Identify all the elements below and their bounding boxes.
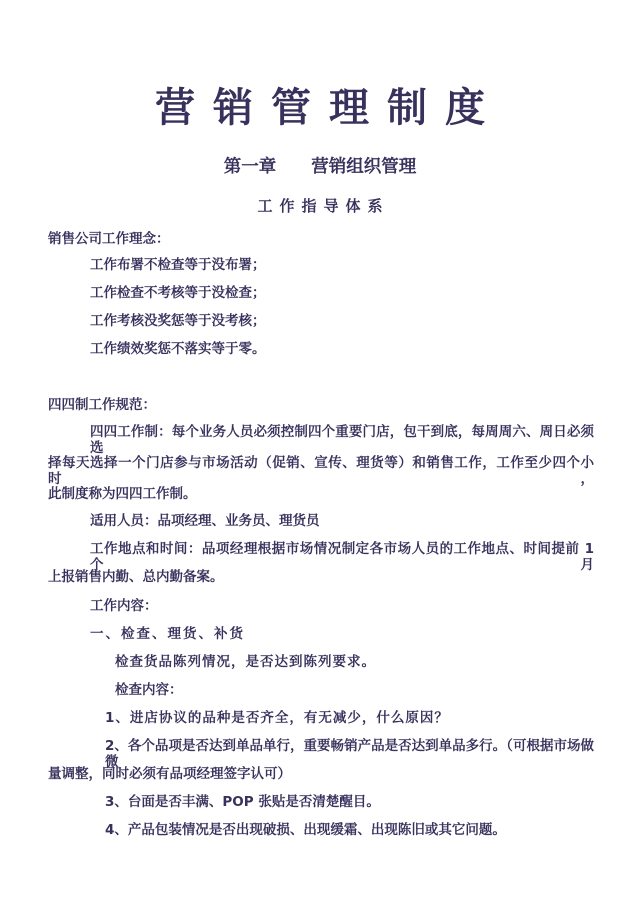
work-content-heading: 工作内容：	[90, 598, 158, 614]
philosophy-line-2: 工作检查不考核等于没检查；	[90, 285, 266, 301]
check-question-3: 3、台面是否丰满、POP 张贴是否清楚醒目。	[105, 794, 380, 810]
check-question-2-line-1: 2、各个品项是否达到单品单行，重要畅销产品是否达到单品多行。（可根据市场做微	[105, 738, 594, 771]
philosophy-line-1: 工作布署不检查等于没布署；	[90, 257, 266, 273]
check-question-2-line-2: 量调整，同时必须有品项经理签字认可）	[48, 766, 291, 782]
applicable-personnel: 适用人员：品项经理、业务员、理货员	[90, 513, 320, 529]
philosophy-line-3: 工作考核没奖惩等于没考核；	[90, 313, 266, 329]
document-title: 营销管理制度	[155, 85, 503, 131]
check-question-1: 1、进店协议的品种是否齐全，有无减少，什么原因？	[105, 710, 449, 726]
section-subtitle: 工作指导体系	[257, 197, 390, 215]
rules-paragraph-line-2: 择每天选择一个门店参与市场活动（促销、宣传、理货等）和销售工作，工作至少四个小时，	[48, 455, 594, 488]
philosophy-heading: 销售公司工作理念：	[48, 231, 170, 247]
rules-paragraph-line-1: 四四工作制：每个业务人员必须控制四个重要门店，包干到底，每周周六、周日必须选	[90, 424, 594, 457]
chapter-heading: 第一章 营销组织管理	[223, 157, 417, 177]
checklist-item-one: 一、检查、理货、补货	[90, 626, 245, 642]
rules-heading: 四四制工作规范：	[48, 397, 156, 413]
work-location-line-2: 上报销售内勤、总内勤备案。	[48, 569, 224, 585]
rules-paragraph-line-3: 此制度称为四四工作制。	[48, 486, 197, 502]
check-question-4: 4、产品包装情况是否出现破损、出现缓霜、出现陈旧或其它问题。	[105, 822, 506, 838]
check-content-heading: 检查内容：	[115, 682, 183, 698]
checklist-intro: 检查货品陈列情况，是否达到陈列要求。	[115, 654, 376, 670]
philosophy-line-4: 工作绩效奖惩不落实等于零。	[90, 341, 266, 357]
work-location-line-1: 工作地点和时间：品项经理根据市场情况制定各市场人员的工作地点、时间提前 1 个月	[90, 541, 594, 574]
